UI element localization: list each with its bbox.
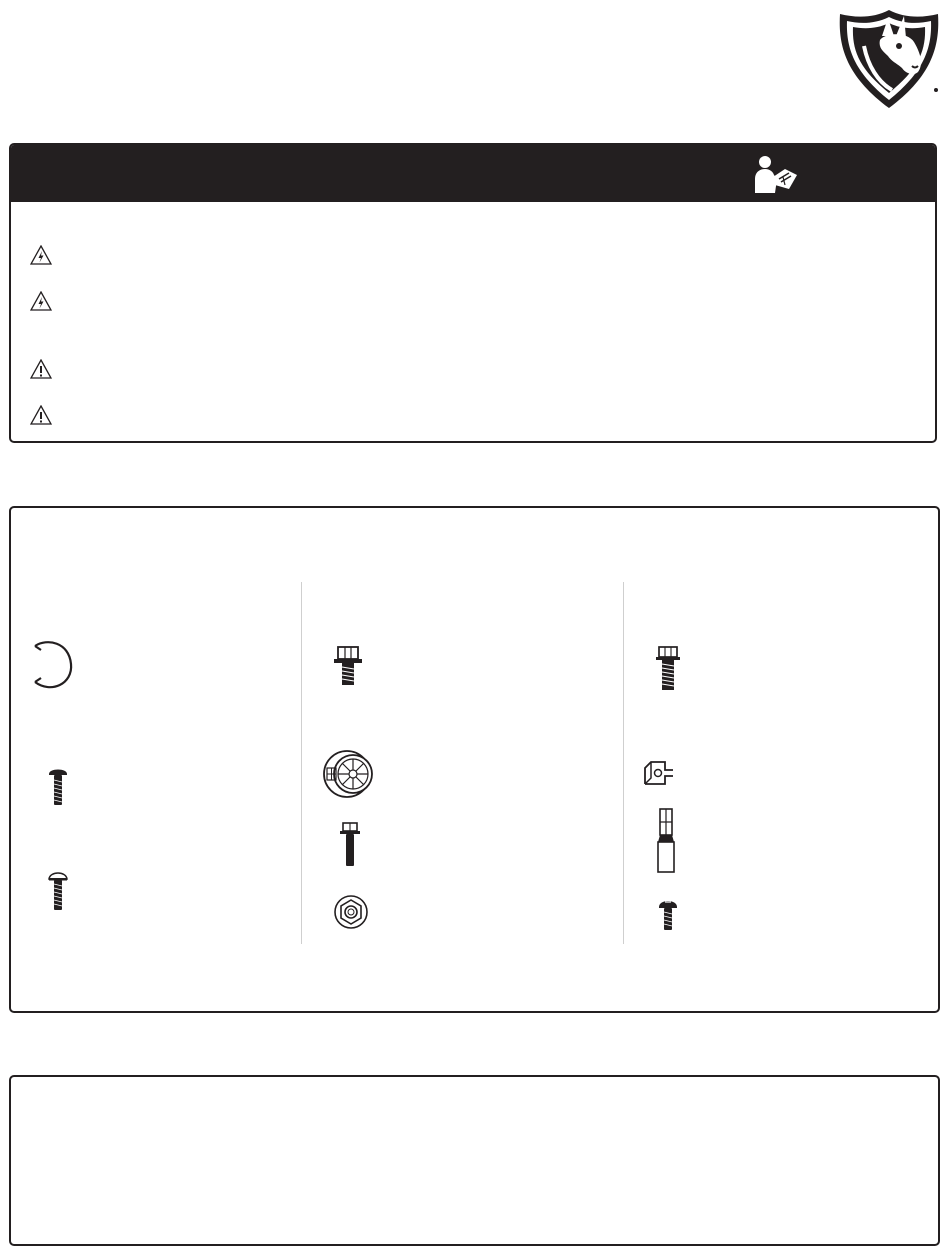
hex-flange-bolt-icon — [338, 822, 362, 868]
mounting-bracket-icon — [641, 754, 677, 794]
warning-panel — [9, 143, 937, 443]
column-divider — [623, 582, 624, 944]
truss-head-screw-icon — [47, 870, 69, 912]
electric-shock-warning-icon — [30, 291, 52, 311]
warning-header-bar — [11, 145, 935, 202]
pan-head-screw-icon — [47, 766, 69, 806]
electric-shock-warning-icon — [30, 245, 52, 265]
hex-washer-screw-icon — [654, 646, 682, 692]
retaining-clip-icon — [27, 638, 77, 692]
roller-wheel-icon — [323, 748, 375, 800]
notes-panel — [9, 1075, 940, 1246]
exclamation-warning-icon — [30, 359, 52, 379]
donkey-shield-logo — [834, 6, 944, 112]
read-manual-icon — [753, 155, 799, 193]
flange-nut-icon — [333, 894, 369, 930]
wire-connector-icon — [655, 808, 677, 874]
column-divider — [301, 582, 302, 944]
exclamation-warning-icon — [30, 405, 52, 425]
round-head-screw-icon — [657, 898, 679, 932]
hardware-parts-panel — [9, 506, 940, 1013]
hex-flange-screw-icon — [332, 646, 364, 688]
